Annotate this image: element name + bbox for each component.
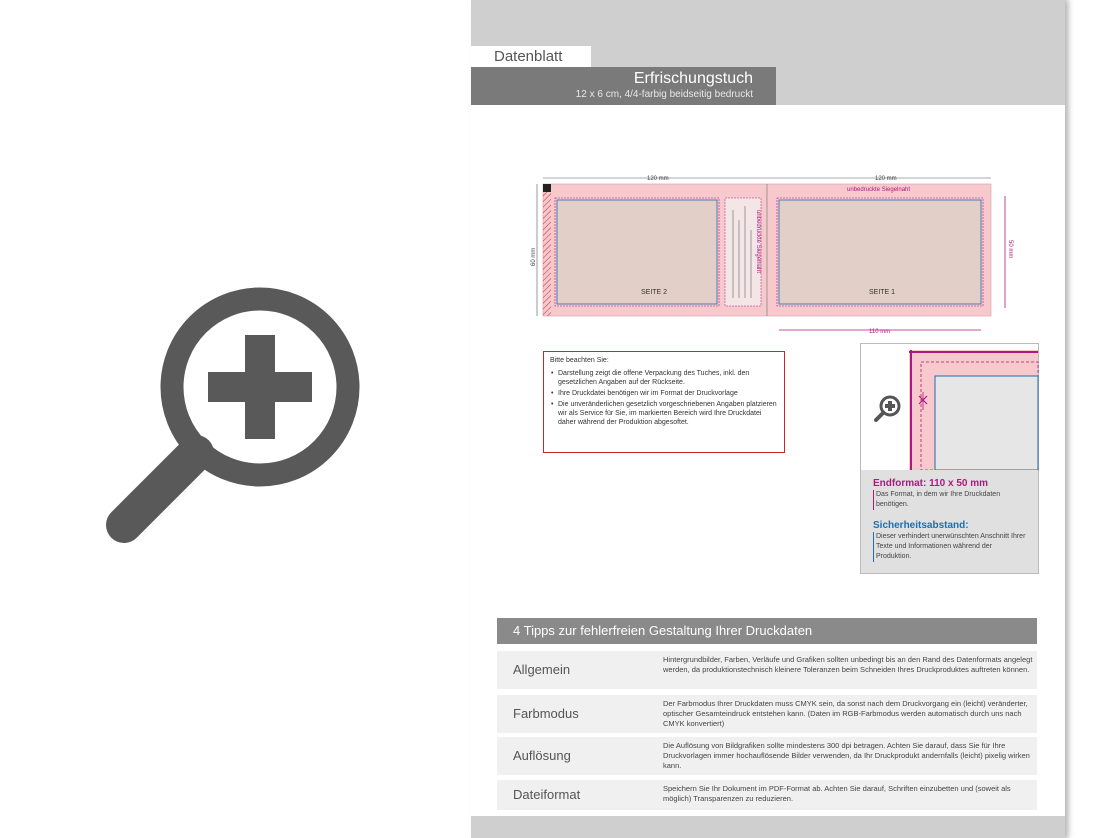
product-subtitle: 12 x 6 cm, 4/4-farbig beidseitig bedruckt	[575, 89, 753, 100]
tip-label: Farbmodus	[513, 706, 579, 721]
endformat-heading: Endformat: 110 x 50 mm	[873, 478, 989, 489]
side-2-label: SEITE 2	[641, 289, 668, 296]
tip-row-general	[497, 651, 1037, 689]
dim-left-width: 120 mm	[647, 176, 669, 182]
tip-label: Allgemein	[513, 662, 571, 677]
product-title: Erfrischungstuch	[633, 70, 753, 87]
zoom-in-icon[interactable]	[100, 285, 365, 550]
detail-zoom-view	[861, 344, 1038, 470]
template-drawing	[529, 170, 1013, 340]
note-item: • Darstellung zeigt die offene Verpackung des Tuches, inkl. den gesetzlichen Angaben auf der Rückseite.	[550, 369, 778, 387]
tip-row-fileformat	[497, 780, 1037, 810]
page-shadow	[1065, 0, 1071, 838]
tip-row-resolution	[497, 737, 1037, 775]
product-title-bar	[471, 67, 776, 105]
tip-text: Hintergrundbilder, Farben, Verläufe und Grafiken sollten unbedingt bis an den Rand des Datenformats angelegt werden, da produktionstechnisch kleinere Toleranzen beim Schneiden Ihres Druckproduktes auftreten können.	[663, 655, 1033, 674]
note-heading: Bitte beachten Sie:	[550, 357, 609, 364]
footer-band	[471, 816, 1065, 838]
tip-label: Dateiformat	[513, 787, 581, 802]
zoom-in-icon[interactable]	[873, 394, 903, 424]
side-1-label: SEITE 1	[869, 289, 896, 296]
tip-text: Speichern Sie Ihr Dokument im PDF-Format ab. Achten Sie darauf, Schriften einzubetten und (soweit als möglich) Transparenzen zu reduzieren.	[663, 784, 1011, 803]
endformat-text: Das Format, in dem wir Ihre Druckdaten benötigen.	[873, 490, 1026, 510]
datasheet-page	[471, 0, 1065, 838]
detail-panel	[860, 343, 1039, 574]
note-item: • Ihre Druckdatei benötigen wir im Format der Druckvorlage	[550, 389, 778, 398]
tip-label: Auflösung	[513, 748, 571, 763]
tip-text: Die Auflösung von Bildgrafiken sollte mindestens 300 dpi betragen. Achten Sie darauf, dass Sie für Ihre Druckvorlagen immer hochauflösende Bilder verwenden, da Ihr Druckprodukt andernfalls (leicht) pixelig wirken kann.	[663, 741, 1030, 770]
detail-legend	[861, 470, 1038, 573]
tip-text: Der Farbmodus Ihrer Druckdaten muss CMYK sein, da sonst nach dem Druckvorgang ein (leicht) veränderter, optischer Gesamteindruck entstehen kann. (Daten im RGB-Farbmodus werden automatisch durch uns nach CMYK konvertiert)	[663, 699, 1028, 728]
dim-width-final: 110 mm	[869, 329, 891, 335]
dim-height-final: 50 mm	[1007, 240, 1013, 259]
datasheet-tab: Datenblatt	[471, 46, 591, 67]
seal-label-middle: unbedruckte Siegelnaht	[755, 210, 761, 274]
dim-height-total: 60 mm	[531, 247, 537, 266]
note-item: • Die unveränderlichen gesetzlich vorgeschriebenen Angaben platzieren wir als Service für Sie, im markierten Bereich wird Ihre Druckdatei daher während der Produktion abgesoftet.	[550, 400, 778, 427]
dim-right-width: 120 mm	[875, 176, 897, 182]
safety-text: Dieser verhindert unerwünschten Anschnitt Ihrer Texte und Informationen während der Produktion.	[873, 532, 1026, 562]
tips-heading: 4 Tipps zur fehlerfreien Gestaltung Ihrer Druckdaten	[497, 618, 1037, 644]
seal-label-top: unbedruckte Siegelnaht	[847, 187, 911, 193]
note-box	[543, 351, 785, 453]
safety-heading: Sicherheitsabstand:	[873, 520, 969, 531]
tip-row-colormode	[497, 695, 1037, 733]
